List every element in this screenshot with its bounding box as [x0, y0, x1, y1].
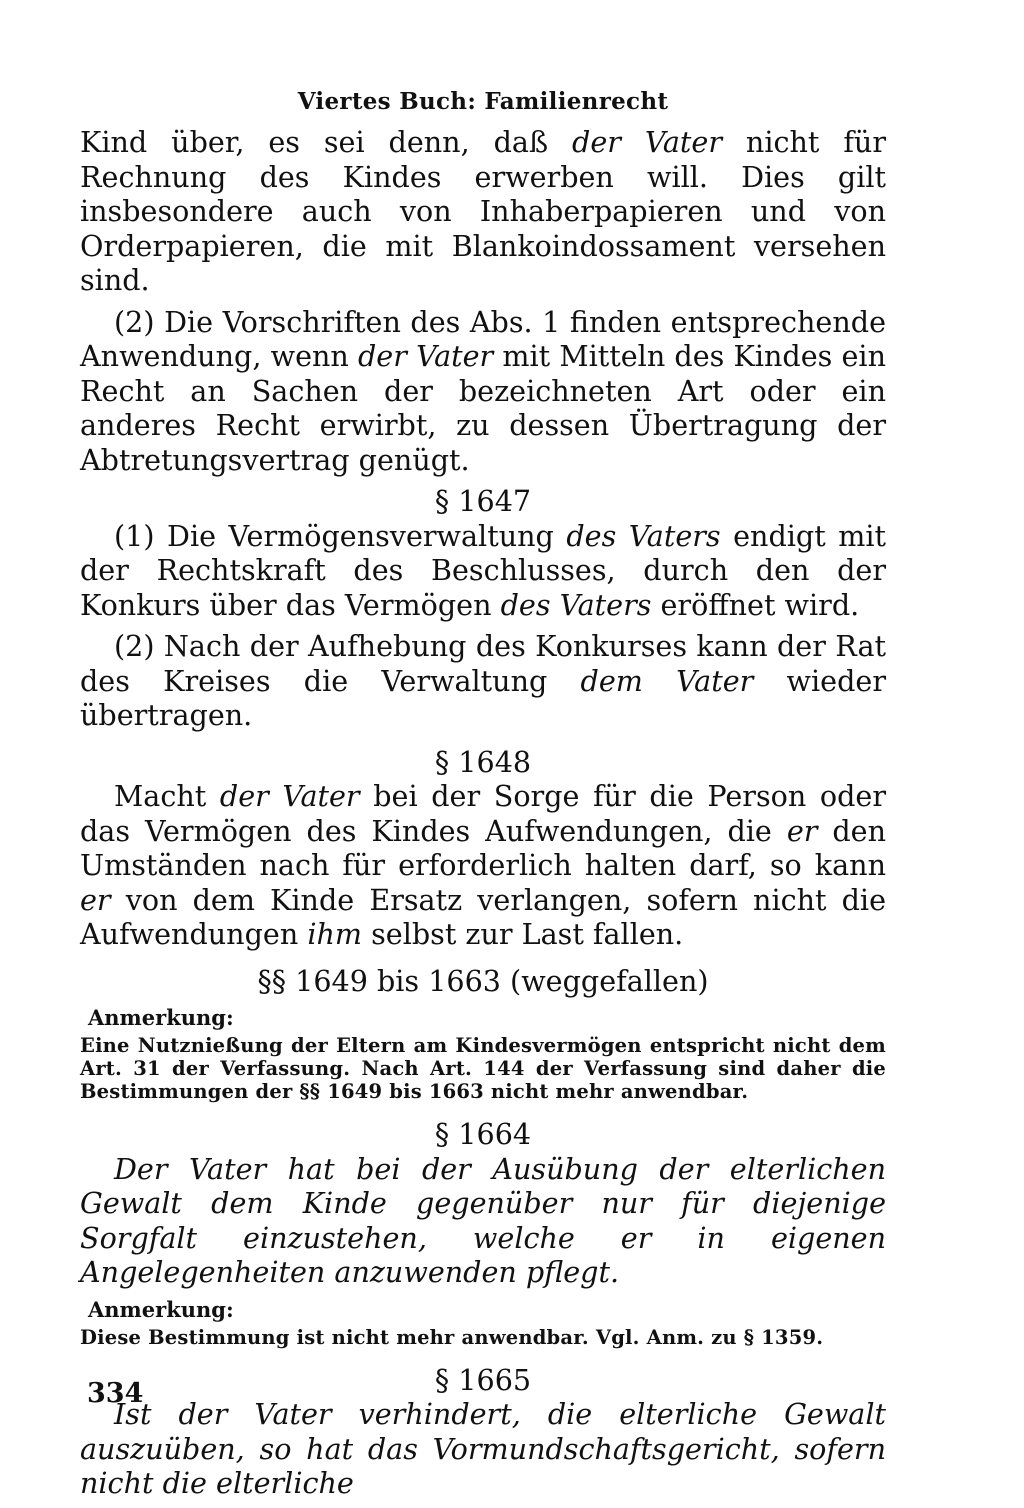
section-heading-1649-1663: §§ 1649 bis 1663 (weggefallen) [257, 963, 709, 998]
italic-run: der Vater [358, 339, 494, 373]
running-head: Viertes Buch: Familienrecht [297, 88, 669, 115]
s1648-paragraph-1 [80, 779, 886, 952]
text-run: bei der Sorge für die Person oder das Vermögen des Kindes Aufwendungen, die [80, 779, 886, 848]
italic-run: dem Vater [580, 663, 754, 698]
text-run: selbst zur Last fallen. [362, 917, 684, 951]
text-run: (2) Nach der Aufhebung des Konkurses kann der Rat des Kreises die Verwaltung [80, 629, 886, 698]
italic-run: des Vaters [500, 587, 652, 622]
text-run: wieder übertragen. [80, 663, 886, 732]
text-run: (2) Die Vorschriften des Abs. 1 finden entsprechende Anwendung, wenn [80, 304, 886, 373]
s1647-paragraph-1 [80, 519, 886, 623]
italic-run: der Vater [219, 779, 360, 813]
italic-run: der Vater [572, 125, 722, 159]
italic-run: ihm [307, 917, 363, 951]
text-run: Macht [114, 779, 220, 813]
section-heading-1665: § 1665 [434, 1362, 532, 1397]
continuation-paragraph-1 [80, 125, 886, 298]
s1665-paragraph: Ist der Vater verhindert, die elterliche Gewalt auszuüben, so hat das Vormundschaftsgericht, sofern nicht die elterliche [80, 1397, 886, 1500]
text-run: (1) Die Vermögensverwaltung [114, 518, 567, 553]
note-label-1649: Anmerkung: [88, 1005, 234, 1030]
text-run: endigt mit der Rechtskraft des Beschlusses, durch den der Konkurs über das Vermögen [80, 518, 886, 622]
s1647-paragraph-2 [80, 629, 886, 733]
note-text-1664: Diese Bestimmung ist nicht mehr anwendbar. Vgl. Anm. zu § 1359. [80, 1325, 824, 1349]
section-heading-1647: § 1647 [434, 484, 532, 518]
section-heading-1648: § 1648 [434, 744, 532, 779]
continuation-paragraph-2 [80, 305, 886, 478]
italic-run: er [786, 813, 818, 848]
text-run: mit Mitteln des Kindes ein Recht an Sachen der bezeichneten Art oder ein anderes Recht erwirbt, zu dessen Übertragung der Abtretungsvertrag genügt. [80, 339, 886, 477]
page-number: 334 [87, 1378, 144, 1409]
text-run: eröffnet wird. [651, 587, 860, 622]
s1664-paragraph: Der Vater hat bei der Ausübung der elterlichen Gewalt dem Kinde gegenüber nur für diejenige Sorgfalt einzustehen, welche er in eigenen Angelegenheiten anzuwenden pflegt. [80, 1151, 886, 1289]
note-text-1649: Eine Nutznießung der Eltern am Kindesvermögen entspricht nicht dem Art. 31 der Verfassung. Nach Art. 144 der Verfassung sind daher die Bestimmungen der §§ 1649 bis 1663 nicht mehr anwendbar. [80, 1034, 886, 1103]
text-run: den Umständen nach für erforderlich halten darf, so kann [80, 813, 887, 882]
text-run: nicht für Rechnung des Kindes erwerben will. Dies gilt insbesondere auch von Inhaberpapieren und von Orderpapieren, die mit Blankoindossament versehen sind. [80, 125, 887, 297]
italic-run: des Vaters [566, 518, 721, 553]
section-heading-1664: § 1664 [434, 1117, 532, 1151]
italic-run: er [80, 882, 111, 917]
page-body [80, 88, 886, 1508]
note-label-1664: Anmerkung: [88, 1296, 234, 1322]
text-run: Kind über, es sei denn, daß [80, 125, 573, 159]
text-run: von dem Kinde Ersatz verlangen, sofern nicht die Aufwendungen [80, 882, 886, 951]
